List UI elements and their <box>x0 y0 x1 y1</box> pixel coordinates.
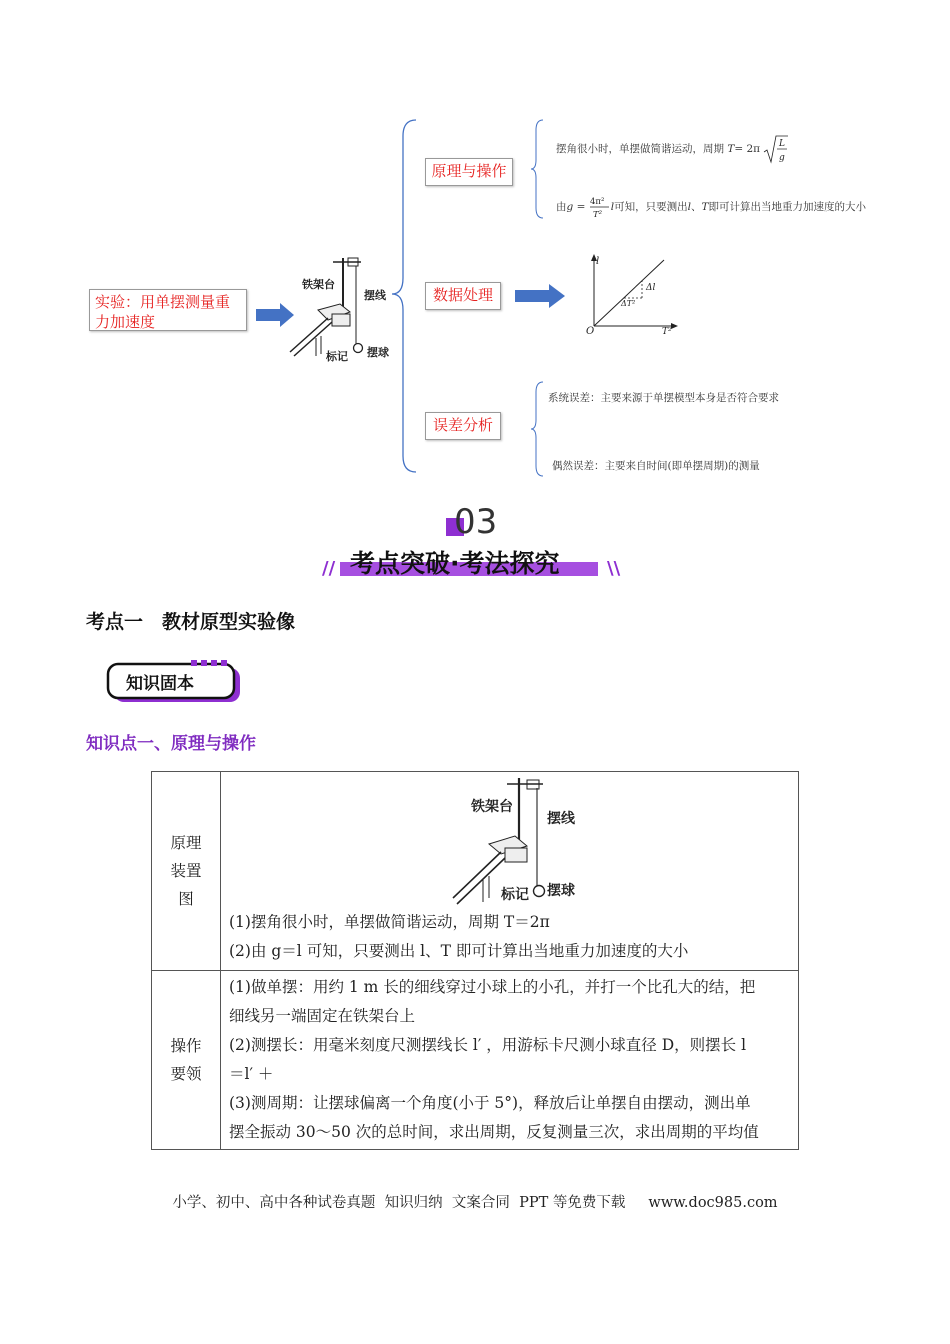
operation-line-2: 细线另一端固定在铁架台上 <box>229 1007 416 1025</box>
graph-x-axis-label: T² <box>662 327 672 334</box>
error-brace <box>529 380 545 478</box>
svg-text:T²: T² <box>592 210 602 220</box>
zhishi-tag <box>106 660 246 706</box>
formula-fraction-icon <box>589 194 611 220</box>
root-node <box>89 289 247 331</box>
row1-content <box>221 772 799 971</box>
graph-origin-label: O <box>586 326 595 334</box>
graph-delta-y-label: Δl <box>646 283 656 293</box>
sqrt-l-over-g-icon <box>763 134 789 164</box>
main-brace <box>390 118 420 478</box>
row1-head: 原理 装置 图 <box>152 772 221 971</box>
principle-line-2: (2)由 g＝l 可知，只要测出 l、T 即可计算出当地重力加速度的大小 <box>229 942 689 960</box>
banner-slash-right: \\ <box>607 558 621 579</box>
right-arrow-icon <box>515 284 567 308</box>
principle-table <box>151 771 799 1150</box>
knowledge-point-title: 知识点一、原理与操作 <box>86 734 256 754</box>
kaodian-title: 考点一 教材原型实验像 <box>86 611 296 633</box>
branch-data <box>425 282 501 310</box>
branch-error-label: 误差分析 <box>432 416 493 434</box>
table-row <box>152 971 799 1150</box>
principle-note-2: 由g = 4π² T² l可知，只要测出l、T即可计算出当地重力加速度的大小 <box>556 194 866 220</box>
table-row <box>152 772 799 971</box>
branch-principle-label: 原理与操作 <box>431 162 507 180</box>
page-footer: 小学、初中、高中各种试卷真题 知识归纳 文案合同 PPT 等免费下载 www.doc985.com <box>172 1195 778 1211</box>
operation-line-4: ＝l′ ＋ <box>229 1065 274 1083</box>
principle-note-1: 摆角很小时，单摆做简谐运动，周期 T= 2π L g <box>556 134 789 164</box>
principle-line-1: (1)摆角很小时，单摆做简谐运动，周期 T＝2π <box>229 913 550 931</box>
label-mark: 标记 <box>501 887 529 903</box>
svg-text:L: L <box>779 139 786 149</box>
principle-brace <box>529 118 545 220</box>
label-stand: 铁架台 <box>302 278 335 291</box>
row2-head: 操作 要领 <box>152 971 221 1150</box>
label-string: 摆线 <box>547 811 575 827</box>
label-ball: 摆球 <box>367 346 389 359</box>
label-string: 摆线 <box>364 289 386 302</box>
banner-number: 03 <box>454 502 498 542</box>
l-vs-t2-graph <box>584 250 684 334</box>
row2-content <box>221 971 799 1150</box>
graph-y-axis-label: l <box>596 256 600 267</box>
label-stand: 铁架台 <box>471 799 513 815</box>
banner-title: 考点突破·考法探究 <box>350 549 560 578</box>
graph-delta-x-label: ΔT² <box>621 299 636 308</box>
label-ball: 摆球 <box>547 883 575 899</box>
apparatus-figure <box>229 774 790 908</box>
label-mark: 标记 <box>326 350 348 363</box>
operation-line-1: (1)做单摆：用约 1 m 长的细线穿过小球上的小孔，并打一个比孔大的结，把 <box>229 978 756 996</box>
error-note-random: 偶然误差：主要来自时间(即单摆周期)的测量 <box>552 460 760 472</box>
branch-error <box>425 412 501 440</box>
zhishi-tag-label: 知识固本 <box>126 674 194 694</box>
root-node-label: 实验：用单摆测量重力加速度 <box>95 293 231 331</box>
svg-text:g: g <box>779 153 786 163</box>
svg-text:4π²: 4π² <box>589 197 605 207</box>
operation-line-5: (3)测周期：让摆球偏离一个角度(小于 5°)，释放后让单摆自由摆动，测出单 <box>229 1094 751 1112</box>
operation-line-6: 摆全振动 30～50 次的总时间，求出周期，反复测量三次，求出周期的平均值 <box>229 1123 759 1141</box>
branch-data-label: 数据处理 <box>432 286 493 304</box>
operation-line-3: (2)测摆长：用毫米刻度尺测摆线长 l′ ，用游标卡尺测小球直径 D，则摆长 l <box>229 1036 747 1054</box>
branch-principle <box>425 158 513 186</box>
error-note-system: 系统误差：主要来源于单摆模型本身是否符合要求 <box>548 392 779 404</box>
banner-slash-left: // <box>322 558 336 579</box>
